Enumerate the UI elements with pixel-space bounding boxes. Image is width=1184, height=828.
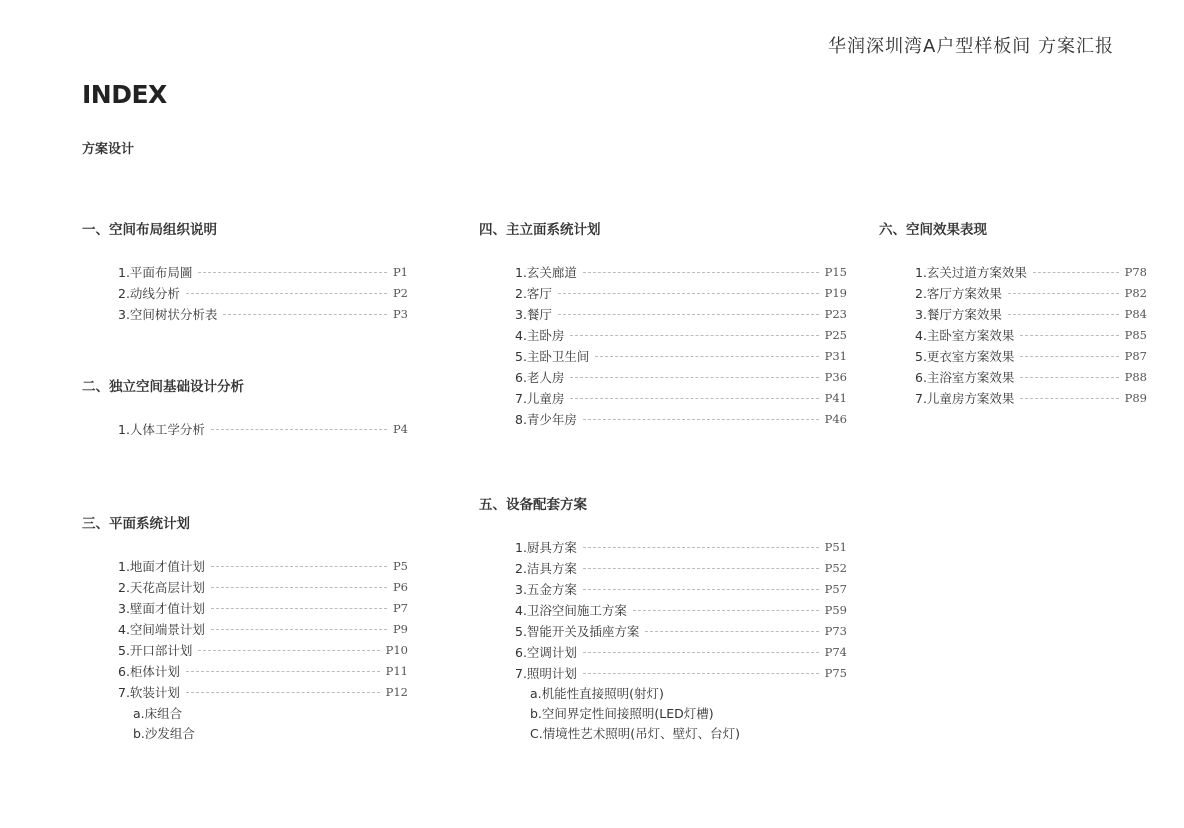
toc-list-section-3 <box>118 555 408 702</box>
toc-entry-page: P59 <box>824 602 847 617</box>
dotted-leader <box>1008 314 1119 315</box>
toc-entry-label: 1.平面布局圖 <box>118 264 193 280</box>
toc-entry-page: P2 <box>392 285 408 300</box>
toc-entry[interactable] <box>118 576 408 597</box>
toc-entry-label: 7.软装计划 <box>118 684 180 700</box>
dotted-leader <box>583 673 819 674</box>
toc-entry-label: 2.动线分析 <box>118 285 180 301</box>
toc-entry-page: P87 <box>1124 348 1147 363</box>
dotted-leader <box>186 293 387 294</box>
toc-entry-label: 5.智能开关及插座方案 <box>515 623 640 639</box>
index-title: INDEX <box>82 80 167 109</box>
index-subtitle: 方案设计 <box>82 142 135 157</box>
dotted-leader <box>583 419 819 420</box>
dotted-leader <box>186 692 380 693</box>
toc-entry[interactable] <box>118 418 408 439</box>
toc-entry-page: P41 <box>824 390 847 405</box>
toc-entry[interactable] <box>118 555 408 576</box>
toc-entry-page: P15 <box>824 264 847 279</box>
toc-entry[interactable] <box>515 282 847 303</box>
toc-entry-label: 1.玄关廊道 <box>515 264 577 280</box>
toc-entry-page: P57 <box>824 581 847 596</box>
section-title-5: 五、设备配套方案 <box>479 497 587 513</box>
toc-entry-label: 6.柜体计划 <box>118 663 180 679</box>
toc-entry[interactable] <box>515 387 847 408</box>
toc-entry[interactable] <box>515 641 847 662</box>
toc-entry-label: 6.空调计划 <box>515 644 577 660</box>
toc-entry-label: 4.空间端景计划 <box>118 621 205 637</box>
dotted-leader <box>1020 398 1118 399</box>
toc-entry-label: 3.餐厅 <box>515 306 552 322</box>
toc-sublist-section-3 <box>133 704 195 744</box>
toc-entry[interactable] <box>515 408 847 429</box>
dotted-leader <box>558 293 819 294</box>
toc-entry[interactable] <box>515 366 847 387</box>
dotted-leader <box>1020 377 1118 378</box>
toc-entry-page: P5 <box>392 558 408 573</box>
toc-entry-label: 3.餐厅方案效果 <box>915 306 1002 322</box>
toc-sublist-section-5 <box>530 684 740 744</box>
toc-entry-label: 1.厨具方案 <box>515 539 577 555</box>
toc-entry-label: 5.更衣室方案效果 <box>915 348 1015 364</box>
toc-entry[interactable] <box>915 345 1147 366</box>
toc-entry[interactable] <box>915 366 1147 387</box>
toc-entry-page: P10 <box>385 642 408 657</box>
toc-entry-label: 6.老人房 <box>515 369 565 385</box>
toc-entry-label: 2.客厅方案效果 <box>915 285 1002 301</box>
toc-entry-page: P85 <box>1124 327 1147 342</box>
toc-entry[interactable] <box>915 324 1147 345</box>
toc-entry-page: P11 <box>385 663 408 678</box>
document-header-title: 华润深圳湾A户型样板间 方案汇报 <box>827 36 1114 57</box>
toc-entry-label: 3.壁面才值计划 <box>118 600 205 616</box>
toc-entry-page: P19 <box>824 285 847 300</box>
toc-entry[interactable] <box>915 387 1147 408</box>
toc-entry[interactable] <box>515 261 847 282</box>
toc-entry-page: P23 <box>824 306 847 321</box>
dotted-leader <box>583 589 819 590</box>
toc-entry-label: 6.主浴室方案效果 <box>915 369 1015 385</box>
toc-entry[interactable] <box>915 303 1147 324</box>
dotted-leader <box>583 547 819 548</box>
dotted-leader <box>223 314 387 315</box>
toc-entry-label: 4.主卧房 <box>515 327 565 343</box>
toc-entry[interactable] <box>515 620 847 641</box>
toc-entry-page: P78 <box>1124 264 1147 279</box>
toc-entry[interactable] <box>118 597 408 618</box>
section-title-3: 三、平面系统计划 <box>82 516 190 532</box>
dotted-leader <box>211 429 387 430</box>
toc-entry-page: P7 <box>392 600 408 615</box>
dotted-leader <box>570 398 818 399</box>
toc-entry-label: 2.洁具方案 <box>515 560 577 576</box>
toc-entry[interactable] <box>118 639 408 660</box>
toc-entry-page: P25 <box>824 327 847 342</box>
toc-entry-label: 7.儿童房方案效果 <box>915 390 1015 406</box>
section-title-4: 四、主立面系统计划 <box>479 222 601 238</box>
toc-entry[interactable] <box>515 557 847 578</box>
dotted-leader <box>186 671 380 672</box>
dotted-leader <box>558 314 819 315</box>
toc-entry-label: 4.主卧室方案效果 <box>915 327 1015 343</box>
toc-entry[interactable] <box>515 536 847 557</box>
dotted-leader <box>583 652 819 653</box>
toc-entry-page: P75 <box>824 665 847 680</box>
dotted-leader <box>583 568 819 569</box>
toc-entry-page: P52 <box>824 560 847 575</box>
dotted-leader <box>1033 272 1119 273</box>
dotted-leader <box>211 629 387 630</box>
toc-entry-label: 7.照明计划 <box>515 665 577 681</box>
toc-list-section-6 <box>915 261 1147 408</box>
toc-entry[interactable] <box>915 282 1147 303</box>
dotted-leader <box>211 566 387 567</box>
toc-list-section-5 <box>515 536 847 683</box>
toc-entry-page: P88 <box>1124 369 1147 384</box>
dotted-leader <box>211 587 387 588</box>
toc-entry-label: 1.玄关过道方案效果 <box>915 264 1027 280</box>
dotted-leader <box>198 650 379 651</box>
toc-entry-page: P89 <box>1124 390 1147 405</box>
dotted-leader <box>1020 356 1118 357</box>
toc-entry-label: 2.天花高层计划 <box>118 579 205 595</box>
toc-entry[interactable] <box>515 303 847 324</box>
dotted-leader <box>1020 335 1118 336</box>
toc-subentry: b.沙发组合 <box>133 726 195 741</box>
toc-entry-page: P36 <box>824 369 847 384</box>
dotted-leader <box>1008 293 1119 294</box>
toc-entry-page: P31 <box>824 348 847 363</box>
dotted-leader <box>645 631 818 632</box>
toc-entry[interactable] <box>515 345 847 366</box>
toc-entry[interactable] <box>118 303 408 324</box>
toc-entry-page: P1 <box>392 264 408 279</box>
dotted-leader <box>570 335 818 336</box>
dotted-leader <box>198 272 387 273</box>
toc-entry-label: 8.青少年房 <box>515 411 577 427</box>
section-title-6: 六、空间效果表现 <box>879 222 987 238</box>
toc-entry-page: P82 <box>1124 285 1147 300</box>
dotted-leader <box>211 608 387 609</box>
toc-entry[interactable] <box>118 261 408 282</box>
toc-entry-label: 2.客厅 <box>515 285 552 301</box>
toc-entry-page: P4 <box>392 421 408 436</box>
toc-list-section-2 <box>118 418 408 439</box>
dotted-leader <box>583 272 819 273</box>
toc-entry[interactable] <box>118 618 408 639</box>
toc-entry-label: 5.主卧卫生间 <box>515 348 590 364</box>
toc-entry[interactable] <box>118 282 408 303</box>
toc-entry[interactable] <box>515 599 847 620</box>
toc-entry-page: P84 <box>1124 306 1147 321</box>
toc-entry-page: P3 <box>392 306 408 321</box>
toc-subentry: b.空间界定性间接照明(LED灯槽) <box>530 706 714 721</box>
dotted-leader <box>570 377 818 378</box>
toc-entry[interactable] <box>515 324 847 345</box>
toc-entry-page: P51 <box>824 539 847 554</box>
dotted-leader <box>595 356 818 357</box>
toc-entry[interactable] <box>915 261 1147 282</box>
section-title-1: 一、空间布局组织说明 <box>82 222 217 238</box>
toc-entry-page: P74 <box>824 644 847 659</box>
toc-entry-page: P73 <box>824 623 847 638</box>
section-title-2: 二、独立空间基础设计分析 <box>82 379 244 395</box>
toc-entry-page: P12 <box>385 684 408 699</box>
toc-entry-label: 1.人体工学分析 <box>118 421 205 437</box>
toc-entry-page: P9 <box>392 621 408 636</box>
toc-subentry: a.床组合 <box>133 706 183 721</box>
toc-list-section-4 <box>515 261 847 429</box>
toc-subentry: a.机能性直接照明(射灯) <box>530 686 664 701</box>
toc-entry[interactable] <box>118 660 408 681</box>
toc-entry-label: 5.开口部计划 <box>118 642 193 658</box>
toc-entry[interactable] <box>118 681 408 702</box>
toc-entry-label: 7.儿童房 <box>515 390 565 406</box>
toc-list-section-1 <box>118 261 408 324</box>
toc-entry[interactable] <box>515 578 847 599</box>
toc-entry-page: P6 <box>392 579 408 594</box>
toc-entry-label: 1.地面才值计划 <box>118 558 205 574</box>
toc-entry-label: 3.空间树状分析表 <box>118 306 218 322</box>
toc-entry-label: 3.五金方案 <box>515 581 577 597</box>
dotted-leader <box>633 610 819 611</box>
toc-entry[interactable] <box>515 662 847 683</box>
toc-entry-page: P46 <box>824 411 847 426</box>
toc-subentry: C.情境性艺术照明(吊灯、壁灯、台灯) <box>530 726 740 741</box>
toc-entry-label: 4.卫浴空间施工方案 <box>515 602 627 618</box>
